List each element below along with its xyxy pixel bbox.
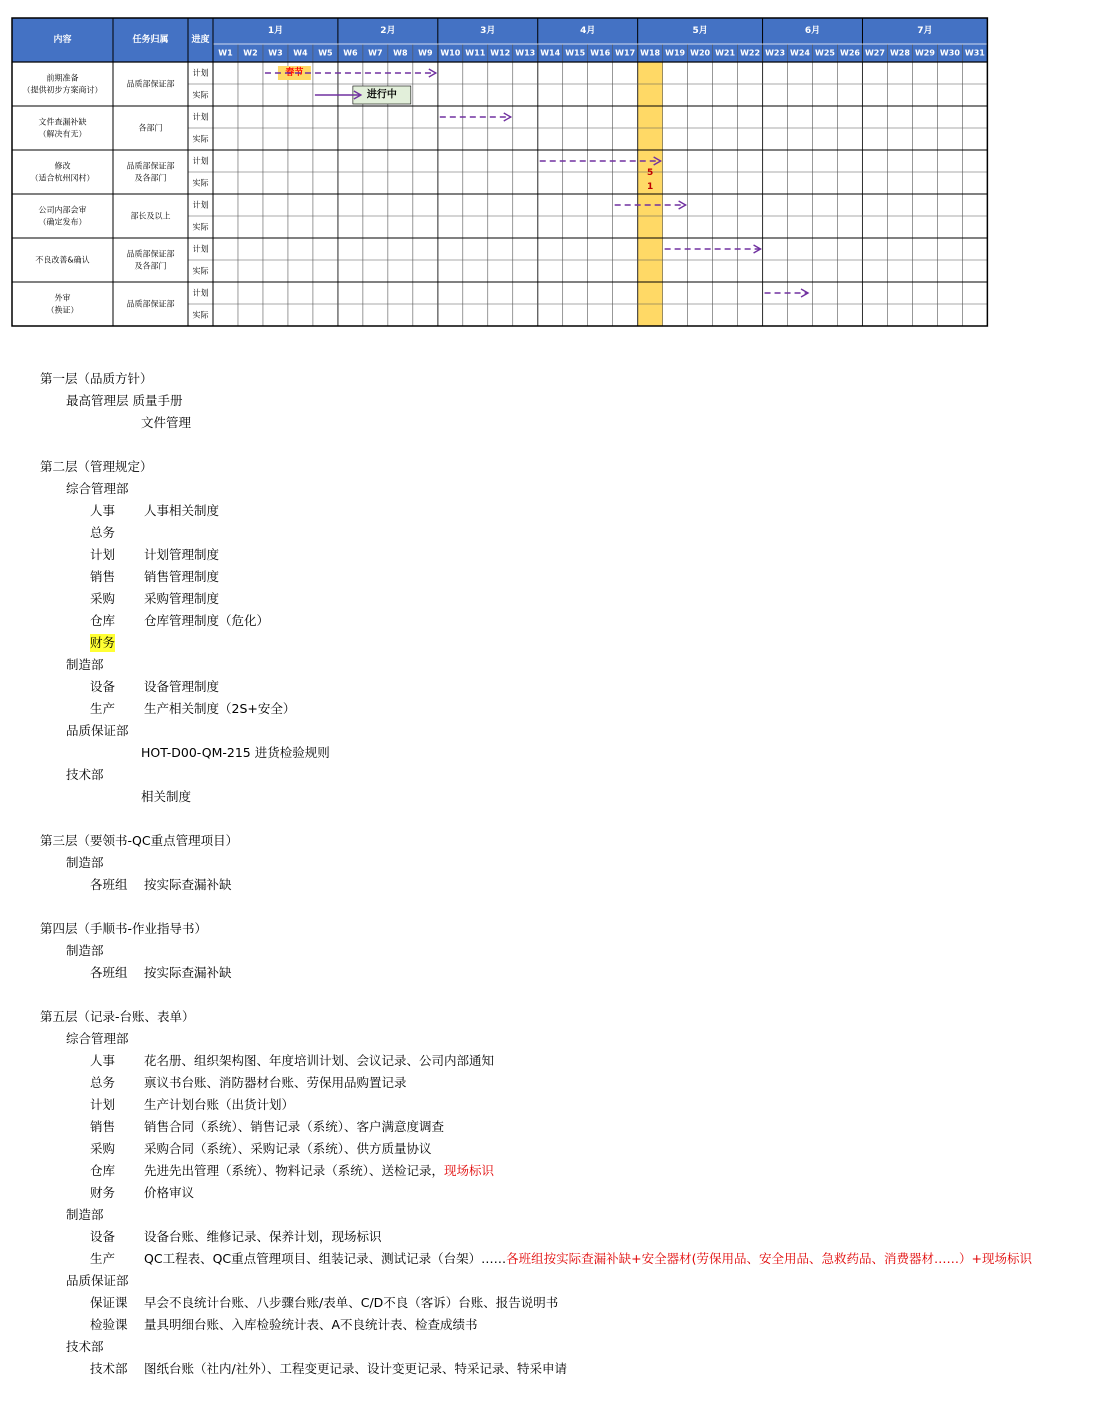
task-content: 修改 (54, 161, 71, 171)
week-label: W11 (465, 48, 486, 58)
holiday-label-line1: 5 (647, 168, 654, 178)
week-label: W30 (939, 48, 960, 58)
section-heading (40, 1008, 195, 1026)
task-content: 前期准备 (46, 73, 79, 83)
item-label: 生产 (90, 1251, 116, 1266)
item-label: 人事 (90, 1053, 116, 1068)
emphasis-note: 各班组按实际查漏补缺+安全器材(劳保用品、安全用品、急救药品、消费器材……）+现场标识 (506, 1251, 1032, 1266)
item-text: HOT-D00-QM-215 进货检验规则 (141, 745, 330, 760)
outline-line (90, 1184, 194, 1202)
item-label: 人事 (90, 503, 116, 518)
outline-line (66, 1338, 104, 1356)
item-text: 总务 (90, 525, 116, 540)
task-content-note: （确定发布） (38, 217, 87, 227)
item-text: 价格审议 (144, 1185, 195, 1200)
item-text: 制造部 (66, 1207, 104, 1222)
task-content: 文件查漏补缺 (38, 117, 87, 127)
section-heading (40, 920, 207, 938)
item-text: 制造部 (66, 855, 104, 870)
outline-line (90, 1250, 1032, 1268)
task-content-note: （解决有无） (38, 129, 87, 139)
outline-line (66, 1272, 129, 1290)
item-text: 品质保证部 (66, 1273, 129, 1288)
item-label: 仓库 (90, 1163, 116, 1178)
item-label: 采购 (90, 591, 116, 606)
week-label: W28 (889, 48, 910, 58)
week-label: W17 (615, 48, 636, 58)
item-text: 品质保证部 (66, 723, 129, 738)
plan-row-label: 计划 (192, 112, 209, 122)
actual-row-label: 实际 (192, 178, 209, 188)
item-text: 第二层（管理规定） (40, 459, 153, 474)
header-owner: 任务归属 (132, 35, 169, 45)
task-owner: 各部门 (138, 123, 163, 133)
task-owner: 品质部保证部 (126, 79, 175, 89)
outline-line (141, 744, 330, 762)
task-content-note: （换证） (46, 305, 79, 315)
task-owner: 部长及以上 (130, 211, 171, 221)
item-text: 设备台账、维修记录、保养计划，现场标识 (144, 1229, 382, 1244)
plan-row-label: 计划 (192, 244, 209, 254)
week-label: W21 (715, 48, 736, 58)
item-label: 计划 (90, 1097, 116, 1112)
outline-line (90, 1118, 444, 1136)
holiday-label-line2: 1 (647, 182, 654, 192)
week-label: W8 (393, 48, 408, 58)
item-text: 制造部 (66, 943, 104, 958)
outline-line (141, 788, 191, 806)
item-text: 财务 (90, 635, 116, 650)
actual-row-label: 实际 (192, 222, 209, 232)
schedule-gantt-chart (0, 0, 1103, 340)
outline-line (66, 1206, 104, 1224)
item-label: 设备 (90, 679, 116, 694)
header-content: 内容 (53, 35, 72, 45)
outline-line (90, 700, 295, 718)
week-label: W15 (565, 48, 586, 58)
outline-line (66, 766, 104, 784)
outline-line (90, 1294, 558, 1312)
item-label: 各班组 (90, 877, 128, 892)
task-owner-line2: 及各部门 (134, 173, 167, 183)
item-text: 文件管理 (141, 415, 192, 430)
item-text: 第四层（手顺书-作业指导书） (40, 921, 208, 936)
actual-row-label: 实际 (192, 90, 209, 100)
item-text: 图纸台账（社内/社外）、工程变更记录、设计变更记录、特采记录、特采申请 (144, 1361, 567, 1376)
item-text: 销售合同（系统）、销售记录（系统）、客户满意度调查 (144, 1119, 445, 1134)
item-text: 采购管理制度 (144, 591, 220, 606)
plan-row-label: 计划 (192, 68, 209, 78)
header-progress: 进度 (191, 35, 210, 45)
week-label: W5 (318, 48, 333, 58)
item-text: 相关制度 (141, 789, 192, 804)
item-text: 采购合同（系统）、采购记录（系统）、供方质量协议 (144, 1141, 432, 1156)
month-label: 1月 (267, 26, 284, 36)
outline-line (90, 964, 232, 982)
outline-line (90, 1052, 494, 1070)
week-label: W22 (740, 48, 761, 58)
item-label: 采购 (90, 1141, 116, 1156)
outline-line (90, 678, 219, 696)
month-label: 4月 (580, 26, 596, 36)
outline-line (90, 1074, 407, 1092)
item-text: 技术部 (66, 1339, 104, 1354)
item-text: 制造部 (66, 657, 104, 672)
outline-line (90, 590, 219, 608)
month-label: 5月 (692, 26, 708, 36)
item-text: 早会不良统计台账、八步骤台账/表单、C/D不良（客诉）台账、报告说明书 (144, 1295, 559, 1310)
week-label: W20 (690, 48, 711, 58)
item-text: 第一层（品质方针） (40, 371, 153, 386)
item-text: 先进先出管理（系统）、物料记录（系统）、送检记录， (144, 1163, 445, 1178)
item-label: 销售 (90, 1119, 116, 1134)
item-text: 技术部 (66, 767, 104, 782)
item-text: 综合管理部 (66, 1031, 129, 1046)
plan-row-label: 计划 (192, 288, 209, 298)
item-text: 生产相关制度（2S+安全） (144, 701, 296, 716)
section-heading (40, 370, 153, 388)
item-label: 保证课 (90, 1295, 128, 1310)
outline-line (66, 392, 183, 410)
actual-row-label: 实际 (192, 134, 209, 144)
week-label: W19 (665, 48, 686, 58)
week-label: W25 (815, 48, 835, 58)
task-content: 外审 (54, 293, 71, 303)
actual-row-label: 实际 (192, 266, 209, 276)
week-label: W27 (864, 48, 885, 58)
week-label: W31 (964, 48, 985, 58)
item-text: 花名册、组织架构图、年度培训计划、会议记录、公司内部通知 (144, 1053, 495, 1068)
outline-line (66, 722, 129, 740)
task-owner-line2: 及各部门 (134, 261, 167, 271)
week-label: W24 (790, 48, 811, 58)
item-text: 质量手册 (132, 393, 183, 408)
item-text: 第三层（要领书-QC重点管理项目） (40, 833, 239, 848)
item-label: 技术部 (90, 1361, 128, 1376)
task-content: 公司内部会审 (38, 205, 87, 215)
week-label: W10 (440, 48, 461, 58)
task-content-note: （提供初步方案商讨） (22, 85, 103, 95)
item-text: 按实际查漏补缺 (144, 877, 232, 892)
week-label: W23 (765, 48, 786, 58)
item-label: 总务 (90, 1075, 116, 1090)
item-label: 仓库 (90, 613, 116, 628)
outline-line (90, 634, 115, 652)
task-owner: 品质部保证部 (126, 161, 175, 171)
week-label: W4 (293, 48, 308, 58)
outline-line (66, 942, 104, 960)
week-label: W6 (343, 48, 358, 58)
item-label: 检验课 (90, 1317, 128, 1332)
month-label: 6月 (804, 26, 821, 36)
item-text: 禀议书台账、消防器材台账、劳保用品购置记录 (144, 1075, 407, 1090)
week-label: W1 (218, 48, 233, 58)
week-label: W9 (418, 48, 433, 58)
item-label: 销售 (90, 569, 116, 584)
task-owner: 品质部保证部 (126, 249, 175, 259)
outline-line (90, 1140, 432, 1158)
section-heading (40, 458, 153, 476)
week-label: W18 (640, 48, 661, 58)
outline-line (90, 546, 219, 564)
item-text: 销售管理制度 (144, 569, 220, 584)
outline-line (90, 876, 232, 894)
outline-line (90, 524, 115, 542)
month-label: 2月 (380, 26, 396, 36)
outline-line (90, 568, 219, 586)
week-label: W12 (490, 48, 511, 58)
week-label: W2 (243, 48, 258, 58)
outline-line (66, 1030, 129, 1048)
item-text: 第五层（记录-台账、表单） (40, 1009, 195, 1024)
week-label: W7 (368, 48, 383, 58)
week-label: W16 (590, 48, 611, 58)
week-label: W26 (840, 48, 860, 58)
spring-festival-label: 春节 (285, 68, 304, 78)
outline-line (66, 480, 129, 498)
item-text: 生产计划台账（出货计划） (144, 1097, 295, 1112)
week-label: W14 (540, 48, 561, 58)
outline-line (90, 1096, 294, 1114)
section-heading (40, 832, 238, 850)
item-label: 各班组 (90, 965, 128, 980)
week-label: W13 (515, 48, 536, 58)
item-text: 设备管理制度 (144, 679, 220, 694)
item-label: 计划 (90, 547, 116, 562)
item-label: 生产 (90, 701, 116, 716)
item-text: 仓库管理制度（危化） (144, 613, 270, 628)
item-text: QC工程表、QC重点管理项目、组装记录、测试记录（台架）…… (144, 1251, 507, 1266)
plan-row-label: 计划 (192, 156, 209, 166)
plan-row-label: 计划 (192, 200, 209, 210)
item-text: 综合管理部 (66, 481, 129, 496)
item-text: 计划管理制度 (144, 547, 220, 562)
outline-line (66, 656, 104, 674)
item-text: 人事相关制度 (144, 503, 220, 518)
actual-row-label: 实际 (192, 310, 209, 320)
outline-line (90, 1228, 382, 1246)
task-owner: 品质部保证部 (126, 299, 175, 309)
outline-line (90, 1162, 494, 1180)
outline-line (90, 502, 219, 520)
outline-line (141, 414, 191, 432)
item-text: 按实际查漏补缺 (144, 965, 232, 980)
week-label: W3 (268, 48, 283, 58)
outline-line (90, 1316, 478, 1334)
item-text: 量具明细台账、入库检验统计表、A不良统计表、检查成绩书 (144, 1317, 478, 1332)
outline-line (90, 1360, 567, 1378)
task-content-note: （适合杭州冈村） (30, 173, 95, 183)
in-progress-label: 进行中 (366, 89, 397, 101)
emphasis-note: 现场标识 (444, 1163, 495, 1178)
month-label: 7月 (917, 26, 933, 36)
item-label: 财务 (90, 1185, 116, 1200)
week-label: W29 (914, 48, 935, 58)
task-content: 不良改善&确认 (35, 255, 90, 265)
item-label: 最高管理层 (66, 393, 129, 408)
month-label: 3月 (480, 26, 496, 36)
item-label: 设备 (90, 1229, 116, 1244)
outline-line (90, 612, 269, 630)
outline-line (66, 854, 104, 872)
